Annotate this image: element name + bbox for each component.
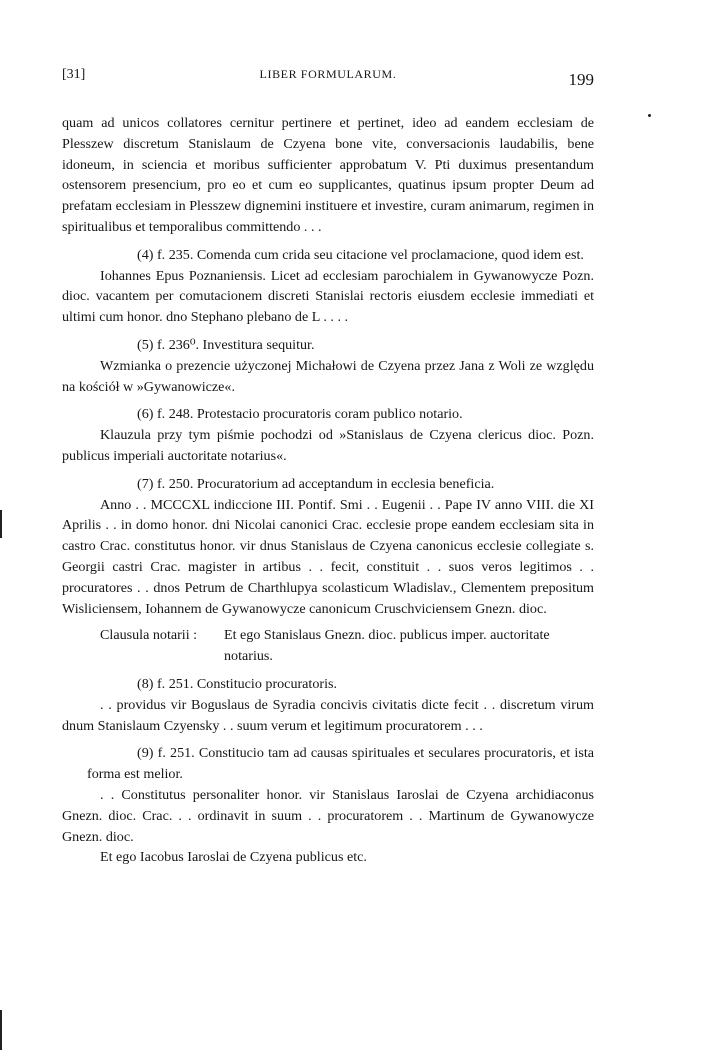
scan-edge-mark (0, 1010, 2, 1050)
entry-heading-6: (6) f. 248. Protestacio procuratoris coram publico notario. (137, 406, 463, 423)
paragraph: Iohannes Epus Poznaniensis. Licet ad ecclesiam parochialem in Gywanowycze Pozn. dioc. vacantem per comutacionem discreti Stanislai rectoris eiusdem ecclesie immediati et ultimi cum honor. dno Stephano plebano de L . . . . (62, 267, 594, 326)
scan-speck (648, 114, 651, 117)
running-header (62, 67, 594, 93)
paragraph: Wzmianka o prezencie użyczonej Michałowi de Czyena przez Jana z Woli ze względu na kościół w »Gywanowicze«. (62, 357, 594, 395)
entry-heading-5: (5) f. 236⁰. Investitura sequitur. (137, 336, 315, 353)
notary-clause (100, 625, 594, 667)
paragraph: Klauzula przy tym piśmie pochodzi od »Stanislaus de Czyena clericus dioc. Pozn. publicus imperiali auctoritate notarius«. (62, 427, 594, 464)
running-title: LIBER FORMULARUM. (259, 67, 397, 81)
page-number: 199 (568, 70, 594, 89)
page-body (62, 113, 594, 868)
paragraph: Et ego Iacobus Iaroslai de Czyena publicus etc. (100, 849, 367, 866)
section-number: [31] (62, 67, 86, 82)
paragraph: Anno . . MCCCXL indiccione III. Pontif. Smi . . Eugenii . . Pape IV anno VIII. die XI Aprilis . . in domo honor. dni Nicolai canonici Crac. ecclesie prope eandem ecclesiam sita in castro Crac. constitutus honor. vir dnus Stanislaus de Czyena canonicus ecclesie collegiate s. Georgii castri Crac. magister in artibus . . fecit, constituit . . suos veros legitimos . . procuratores . . dnos Petrum de Charthlupya scolasticum Wladislav., Clementem prepositum Wisliciensem, Iohannem de Gywanowycze canonicum Cruschviciensem Gnezn. dioc. (62, 496, 594, 617)
notary-clause-label: Clausula notarii : (100, 627, 198, 644)
notary-clause-text: Et ego Stanislaus Gnezn. dioc. publicus imper. auctoritate notarius. (224, 627, 550, 665)
entry-heading-4: (4) f. 235. Comenda cum crida seu citacione vel proclamacione, quod idem est. (137, 246, 584, 263)
entry-heading-7: (7) f. 250. Procuratorium ad acceptandum in ecclesia beneficia. (137, 475, 495, 492)
scan-edge-mark (0, 510, 2, 538)
entry-heading-8: (8) f. 251. Constitucio procuratoris. (137, 675, 338, 692)
entry-heading-9: (9) f. 251. Constitucio tam ad causas spirituales et seculares procuratoris, et ista forma est melior. (87, 745, 594, 783)
paragraph: . . providus vir Boguslaus de Syradia concivis civitatis dicte fecit . . discretum virum dnum Stanislaum Czyensky . . suum verum et legitimum procuratorem . . . (62, 696, 594, 734)
paragraph-continuation: quam ad unicos collatores cernitur pertinere et pertinet, ideo ad eandem ecclesiam de Plesszew discretum Stanislaum de Czyena bone vite, conversacionis laudabilis, bene idoneum, in sciencia et moribus sufficienter approbatum V. Pti duximus presentandum ostensorem presencium, pro eo et cum eo supplicantes, quatinus ipsum propter Deum ad prefatam ecclesiam in Plesszew dignemini instituere et investire, curam animarum, regimen in spiritualibus et temporalibus committendo . . . (62, 115, 594, 235)
paragraph: . . Constitutus personaliter honor. vir Stanislaus Iaroslai de Czyena archidiaconus Gnezn. dioc. Crac. . . ordinavit in suum . . procuratorem . . Martinum de Gywanowycze Gnezn. dioc. (62, 786, 594, 845)
